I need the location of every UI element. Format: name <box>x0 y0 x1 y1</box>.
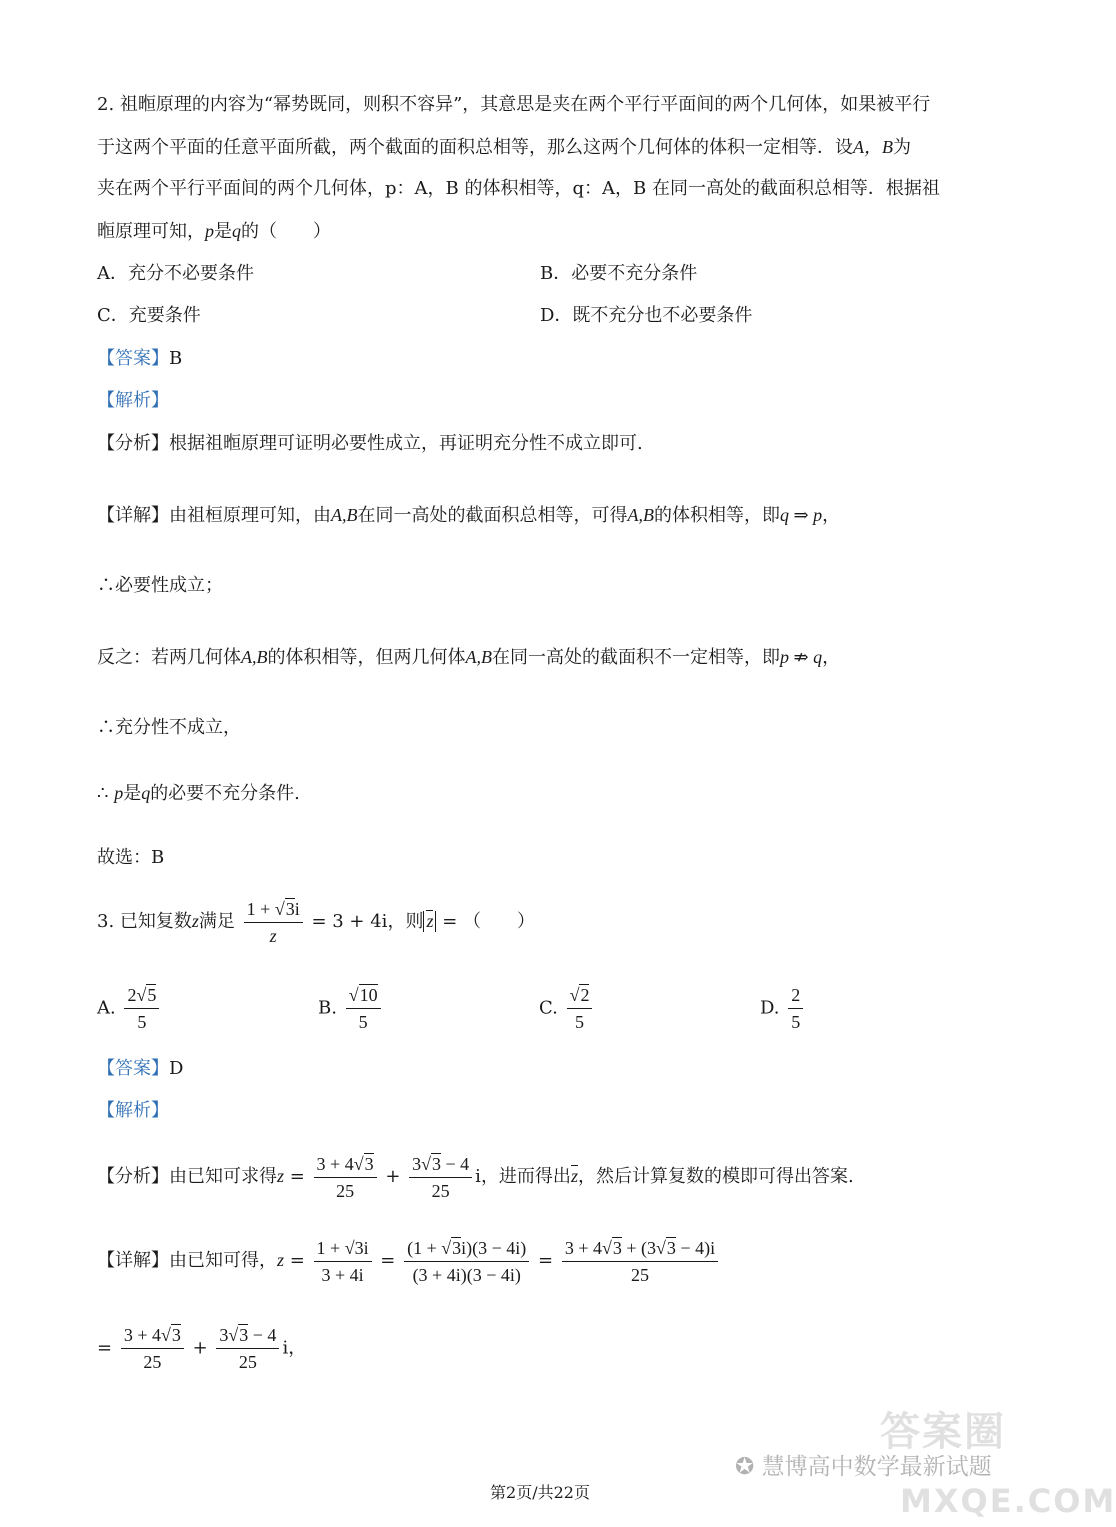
q2-answer: 【答案】B <box>97 348 183 369</box>
q3-jiexi: 【解析】 <box>97 1100 169 1121</box>
q2-line3: 夹在两个平行平面间的两个几何体，p：A，B 的体积相等，q：A，B 在同一高处的截面积总相等．根据祖 <box>97 178 940 199</box>
q3-xiangjie: 【详解】由已知可得，z = $\frac{1 + √3i}{3 + 4i}$ = $\frac{(1 + √3i)(3 - 4i)}{(3 + 4i)(3 - 4i)}$ = $\frac{3 + 4√3 + (3√3 - 4)i}{25}$ <box>97 1234 721 1288</box>
q2-choose: 故选：B <box>97 847 165 868</box>
q2-fenxi: 【分析】根据祖暅原理可证明必要性成立，再证明充分性不成立即可. <box>97 433 643 454</box>
page-footer: 第2页/共22页 <box>490 1483 590 1502</box>
q2-option-b: B．必要不充分条件 <box>540 263 698 284</box>
watermark-site: MXQE.COM <box>900 1482 1116 1520</box>
q2-sufficiency: ∴充分性不成立， <box>97 717 241 738</box>
q2-option-c: C．充要条件 <box>97 305 201 326</box>
q2-line4: 暅原理可知，p是q的（ ） <box>97 221 331 242</box>
watermark-wechat: ✪ 慧博高中数学最新试题 <box>735 1454 992 1480</box>
q2-xiangjie: 【详解】由祖桓原理可知，由A,B在同一高处的截面积总相等，可得A,B的体积相等，即q ⇒ p， <box>97 505 841 526</box>
q2-conclusion: ∴ p是q的必要不充分条件. <box>97 783 300 804</box>
q2-line2: 于这两个平面的任意平面所截，两个截面的面积总相等，那么这两个几何体的体积一定相等．设A，B为 <box>97 137 911 158</box>
q2-line1: 2. 祖暅原理的内容为“幂势既同，则积不容异”，其意思是夹在两个平行平面间的两个几何体，如果被平行 <box>97 94 931 115</box>
q3-option-c: C. $\frac{√2}{5}$ <box>539 982 595 1035</box>
q3-answer: 【答案】D <box>97 1058 184 1079</box>
watermark-answer-circle: 答案圈 <box>880 1409 1006 1455</box>
q3-stem: 3. 已知复数z满足 $\frac{1 + √3i}{z}$ = 3 + 4i，则 z = （ ） <box>97 895 535 949</box>
q3-option-a: A. $\frac{2√5}{5}$ <box>97 982 162 1035</box>
q3-fenxi: 【分析】由已知可求得z = $\frac{3 + 4√3}{25}$ + $\frac{3√3 - 4}{25}$ i，进而得出z，然后计算复数的模即可得出答案. <box>97 1150 854 1204</box>
q2-jiexi: 【解析】 <box>97 390 169 411</box>
q2-option-d: D．既不充分也不必要条件 <box>540 305 753 326</box>
q2-option-a: A．充分不必要条件 <box>97 263 254 284</box>
q3-stem-fraction: $\frac{1 + √3i}{z}$ <box>244 896 303 949</box>
q3-option-d: D. $\frac{2}{5}$ <box>760 982 806 1035</box>
q3-option-b: B. $\frac{√10}{5}$ <box>318 982 384 1035</box>
q2-converse: 反之：若两几何体A,B的体积相等，但两几何体A,B在同一高处的截面积不一定相等，即p ⇏ q， <box>97 647 841 668</box>
q2-necessity: ∴必要性成立； <box>97 575 223 596</box>
q3-xiangjie-cont: = $\frac{3 + 4√3}{25}$ + $\frac{3√3 - 4}{25}$ i， <box>97 1322 306 1375</box>
